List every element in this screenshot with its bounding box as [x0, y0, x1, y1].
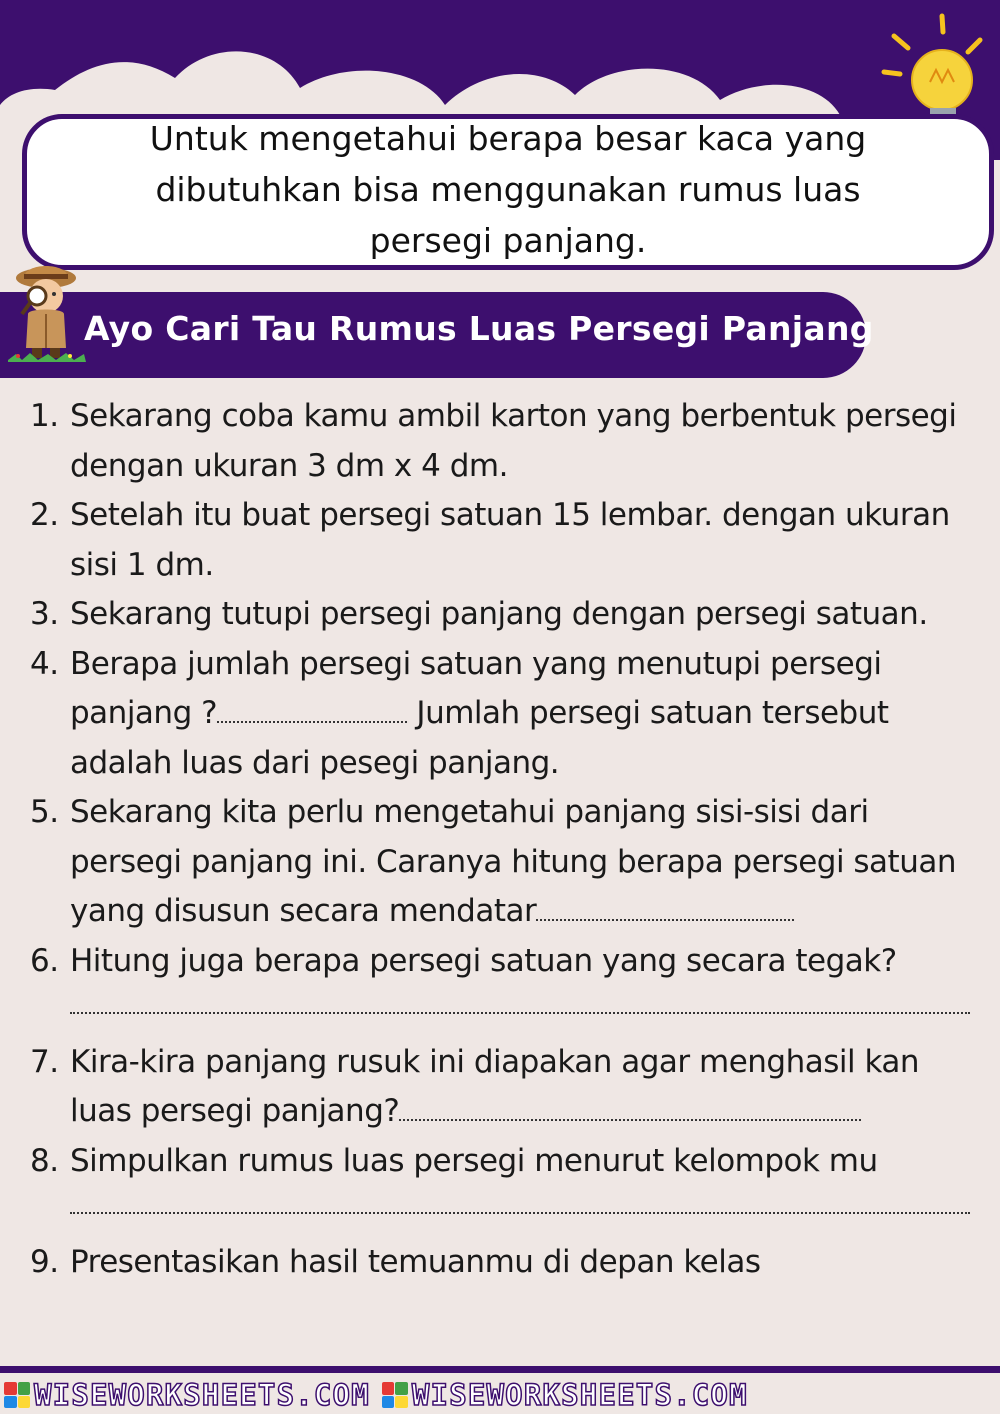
list-item	[30, 788, 970, 937]
list-item	[30, 640, 970, 789]
step-text-part: Jumlah persegi satuan tersebut adalah luas dari pesegi panjang.	[70, 695, 889, 781]
wiseworksheets-logo-icon	[4, 1382, 30, 1408]
step-text-part: Hitung juga berapa persegi satuan yang secara tegak?	[70, 942, 897, 979]
step-text: Presentasikan hasil temuanmu di depan kelas	[70, 1243, 761, 1280]
step-number: 6.	[30, 942, 59, 979]
detective-icon	[6, 256, 88, 364]
step-text	[70, 640, 970, 789]
step-text: Setelah itu buat persegi satuan 15 lembar. dengan ukuran sisi 1 dm.	[70, 497, 950, 583]
step-text	[70, 1038, 970, 1137]
step-text-part: Kira-kira panjang rusuk ini diapakan agar menghasil kan luas persegi panjang?	[70, 1043, 920, 1129]
step-number: 1.	[30, 398, 59, 434]
step-text-part: Berapa jumlah persegi satuan yang menutupi persegi panjang ?	[70, 645, 882, 731]
watermark-text: WISEWORKSHEETS.COM	[34, 1378, 370, 1412]
steps-list	[30, 392, 970, 1287]
footer-divider	[0, 1366, 1000, 1373]
step-text	[70, 937, 970, 1038]
list-item	[30, 1038, 970, 1137]
list-item	[30, 392, 970, 491]
answer-blank[interactable]	[217, 715, 407, 723]
answer-line[interactable]	[70, 986, 970, 1014]
step-text	[70, 1137, 970, 1238]
section-title: Ayo Cari Tau Rumus Luas Persegi Panjang	[84, 309, 874, 348]
step-text: Sekarang coba kamu ambil karton yang berbentuk persegi dengan ukuran 3 dm x 4 dm.	[70, 398, 957, 484]
step-text-part: Simpulkan rumus luas persegi menurut kelompok mu	[70, 1142, 878, 1179]
watermark	[378, 1378, 748, 1412]
step-number: 4.	[30, 645, 59, 682]
step-number: 5.	[30, 794, 59, 830]
answer-blank[interactable]	[536, 913, 794, 921]
answer-blank[interactable]	[399, 1113, 861, 1121]
wiseworksheets-logo-icon	[382, 1382, 408, 1408]
list-item	[30, 491, 970, 590]
step-number: 7.	[30, 1043, 59, 1080]
intro-box	[22, 114, 994, 270]
watermark-footer	[0, 1376, 1000, 1414]
watermark	[0, 1378, 370, 1412]
step-number: 8.	[30, 1142, 59, 1179]
watermark-text: WISEWORKSHEETS.COM	[411, 1378, 748, 1412]
step-text	[70, 788, 970, 937]
step-number: 9.	[30, 1243, 59, 1280]
list-item	[30, 590, 970, 640]
step-number: 3.	[30, 596, 59, 632]
list-item	[30, 1238, 970, 1288]
section-title-bar	[0, 292, 874, 378]
step-text: Sekarang tutupi persegi panjang dengan persegi satuan.	[70, 596, 928, 632]
list-item	[30, 1137, 970, 1238]
list-item	[30, 937, 970, 1038]
step-number: 2.	[30, 497, 59, 533]
step-text-part: Sekarang kita perlu mengetahui panjang sisi-sisi dari persegi panjang ini. Caranya hitung berapa persegi satuan yang disusun secara mendatar	[70, 794, 956, 929]
intro-text: Untuk mengetahui berapa besar kaca yang dibutuhkan bisa menggunakan rumus luas persegi panjang.	[149, 118, 867, 260]
answer-line[interactable]	[70, 1186, 970, 1214]
